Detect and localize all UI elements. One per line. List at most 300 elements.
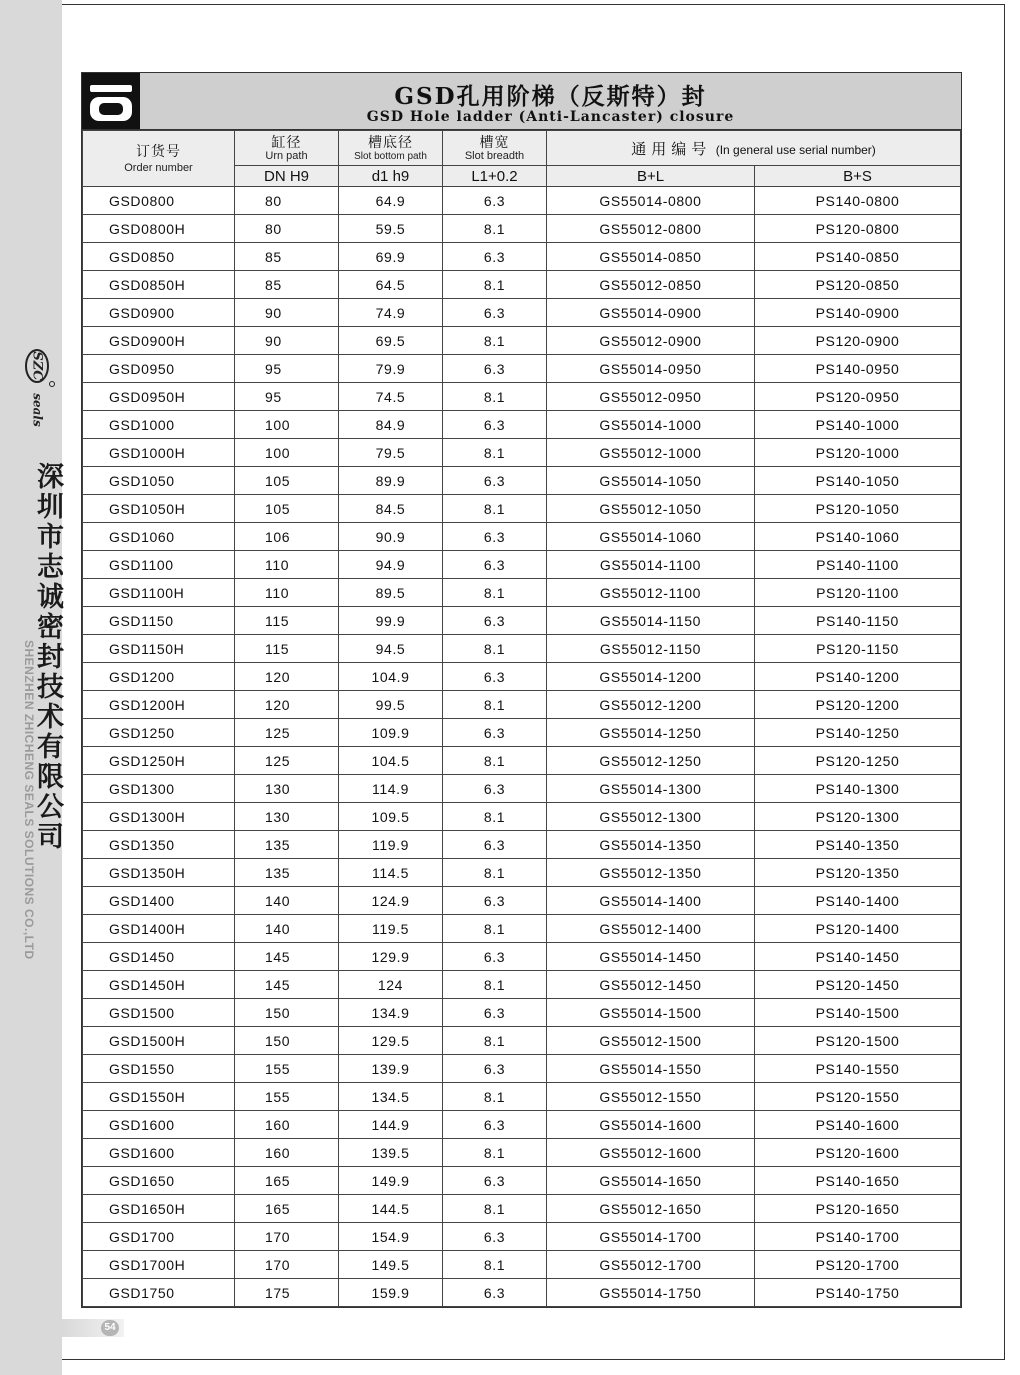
bs-code-cell: PS140-1500 <box>755 999 961 1027</box>
slot-width-cell: 6.3 <box>443 999 547 1027</box>
table-row <box>83 803 961 831</box>
bl-code-cell: GS55014-1200 <box>547 663 755 691</box>
bs-code-cell: PS140-0950 <box>755 355 961 383</box>
bs-code-cell: PS120-1250 <box>755 747 961 775</box>
table-row <box>83 775 961 803</box>
slot-width-cell: 6.3 <box>443 663 547 691</box>
slot-bottom-cell: 89.5 <box>339 579 443 607</box>
table-body <box>83 187 961 1307</box>
urn-path-cell: 100 <box>235 439 339 467</box>
header-slot-width-cn: 槽宽 <box>479 133 510 150</box>
slot-bottom-cell: 74.9 <box>339 299 443 327</box>
unit-bl: B+L <box>547 166 755 187</box>
order-number-cell: GSD0800H <box>83 215 235 243</box>
slot-width-cell: 6.3 <box>443 607 547 635</box>
slot-width-cell: 6.3 <box>443 775 547 803</box>
table-row <box>83 1055 961 1083</box>
table-row <box>83 1167 961 1195</box>
order-number-cell: GSD1250 <box>83 719 235 747</box>
bl-code-cell: GS55014-1450 <box>547 943 755 971</box>
slot-width-cell: 8.1 <box>443 215 547 243</box>
header-urn-cn: 缸径 <box>271 133 302 150</box>
bl-code-cell: GS55014-1400 <box>547 887 755 915</box>
urn-path-cell: 145 <box>235 943 339 971</box>
header-urn-en: Urn path <box>265 149 308 162</box>
bl-code-cell: GS55012-1500 <box>547 1027 755 1055</box>
order-number-cell: GSD1300 <box>83 775 235 803</box>
bs-code-cell: PS120-1200 <box>755 691 961 719</box>
bl-code-cell: GS55014-0850 <box>547 243 755 271</box>
urn-path-cell: 110 <box>235 579 339 607</box>
bl-code-cell: GS55014-0800 <box>547 187 755 215</box>
bs-code-cell: PS120-1550 <box>755 1083 961 1111</box>
table-row <box>83 1027 961 1055</box>
bl-code-cell: GS55014-0900 <box>547 299 755 327</box>
urn-path-cell: 130 <box>235 775 339 803</box>
order-number-cell: GSD1200H <box>83 691 235 719</box>
table-row <box>83 1083 961 1111</box>
bl-code-cell: GS55012-0800 <box>547 215 755 243</box>
bs-code-cell: PS120-1450 <box>755 971 961 999</box>
slot-bottom-cell: 149.9 <box>339 1167 443 1195</box>
slot-width-cell: 8.1 <box>443 803 547 831</box>
table-row <box>83 411 961 439</box>
slot-width-cell: 6.3 <box>443 1223 547 1251</box>
slot-width-cell: 6.3 <box>443 831 547 859</box>
urn-path-cell: 120 <box>235 691 339 719</box>
slot-bottom-cell: 69.9 <box>339 243 443 271</box>
bs-code-cell: PS120-0900 <box>755 327 961 355</box>
slot-width-cell: 8.1 <box>443 1195 547 1223</box>
urn-path-cell: 155 <box>235 1055 339 1083</box>
urn-path-cell: 140 <box>235 915 339 943</box>
header-slot-bottom-cn: 槽底径 <box>368 133 413 150</box>
order-number-cell: GSD1550H <box>83 1083 235 1111</box>
section-number-badge <box>82 73 140 129</box>
table-row <box>83 579 961 607</box>
slot-width-cell: 6.3 <box>443 411 547 439</box>
urn-path-cell: 80 <box>235 215 339 243</box>
company-name-cn: 深圳市志诚密封技术有限公司 <box>32 462 63 852</box>
bl-code-cell: GS55014-1300 <box>547 775 755 803</box>
slot-width-cell: 6.3 <box>443 719 547 747</box>
slot-bottom-cell: 79.9 <box>339 355 443 383</box>
table-header-row <box>83 131 961 166</box>
table-row <box>83 523 961 551</box>
bs-code-cell: PS120-1600 <box>755 1139 961 1167</box>
slot-bottom-cell: 69.5 <box>339 327 443 355</box>
urn-path-cell: 105 <box>235 495 339 523</box>
bs-code-cell: PS140-1350 <box>755 831 961 859</box>
bs-code-cell: PS120-0850 <box>755 271 961 299</box>
slot-width-cell: 6.3 <box>443 1055 547 1083</box>
table-row <box>83 327 961 355</box>
order-number-cell: GSD1650H <box>83 1195 235 1223</box>
product-table <box>82 130 961 1307</box>
table-row <box>83 1223 961 1251</box>
slot-width-cell: 6.3 <box>443 1279 547 1307</box>
title-band <box>82 73 961 130</box>
order-number-cell: GSD1700 <box>83 1223 235 1251</box>
bs-code-cell: PS120-1000 <box>755 439 961 467</box>
order-number-cell: GSD1600 <box>83 1139 235 1167</box>
slot-width-cell: 6.3 <box>443 299 547 327</box>
slot-width-cell: 8.1 <box>443 439 547 467</box>
order-number-cell: GSD1650 <box>83 1167 235 1195</box>
bs-code-cell: PS140-1060 <box>755 523 961 551</box>
bl-code-cell: GS55012-1700 <box>547 1251 755 1279</box>
bl-code-cell: GS55014-1750 <box>547 1279 755 1307</box>
slot-bottom-cell: 159.9 <box>339 1279 443 1307</box>
table-row <box>83 663 961 691</box>
urn-path-cell: 85 <box>235 243 339 271</box>
table-row <box>83 355 961 383</box>
bs-code-cell: PS140-1450 <box>755 943 961 971</box>
slot-width-cell: 6.3 <box>443 551 547 579</box>
slot-bottom-cell: 134.5 <box>339 1083 443 1111</box>
order-number-cell: GSD0850H <box>83 271 235 299</box>
header-order-number <box>83 131 235 187</box>
slot-bottom-cell: 134.9 <box>339 999 443 1027</box>
slot-width-cell: 8.1 <box>443 1139 547 1167</box>
urn-path-cell: 160 <box>235 1139 339 1167</box>
slot-bottom-cell: 114.9 <box>339 775 443 803</box>
urn-path-cell: 165 <box>235 1195 339 1223</box>
table-row <box>83 719 961 747</box>
order-number-cell: GSD1300H <box>83 803 235 831</box>
bl-code-cell: GS55014-1000 <box>547 411 755 439</box>
urn-path-cell: 95 <box>235 355 339 383</box>
unit-l1: L1+0.2 <box>443 166 547 187</box>
bs-code-cell: PS140-1650 <box>755 1167 961 1195</box>
urn-path-cell: 175 <box>235 1279 339 1307</box>
bs-code-cell: PS120-1300 <box>755 803 961 831</box>
bs-code-cell: PS120-1150 <box>755 635 961 663</box>
table-row <box>83 1111 961 1139</box>
slot-bottom-cell: 104.5 <box>339 747 443 775</box>
order-number-cell: GSD1350H <box>83 859 235 887</box>
table-row <box>83 271 961 299</box>
bs-code-cell: PS120-1700 <box>755 1251 961 1279</box>
bs-code-cell: PS120-0800 <box>755 215 961 243</box>
slot-bottom-cell: 124 <box>339 971 443 999</box>
slot-bottom-cell: 144.5 <box>339 1195 443 1223</box>
order-number-cell: GSD1000 <box>83 411 235 439</box>
table-row <box>83 467 961 495</box>
bs-code-cell: PS140-1200 <box>755 663 961 691</box>
slot-bottom-cell: 149.5 <box>339 1251 443 1279</box>
bs-code-cell: PS120-0950 <box>755 383 961 411</box>
bs-code-cell: PS140-0800 <box>755 187 961 215</box>
slot-width-cell: 6.3 <box>443 887 547 915</box>
slot-bottom-cell: 154.9 <box>339 1223 443 1251</box>
slot-bottom-cell: 109.5 <box>339 803 443 831</box>
bl-code-cell: GS55012-1450 <box>547 971 755 999</box>
bs-code-cell: PS120-1500 <box>755 1027 961 1055</box>
urn-path-cell: 150 <box>235 999 339 1027</box>
header-general-serial <box>547 131 961 166</box>
urn-path-cell: 135 <box>235 859 339 887</box>
bs-code-cell: PS140-1250 <box>755 719 961 747</box>
bs-code-cell: PS140-0850 <box>755 243 961 271</box>
urn-path-cell: 85 <box>235 271 339 299</box>
table-row <box>83 187 961 215</box>
urn-path-cell: 105 <box>235 467 339 495</box>
slot-bottom-cell: 119.5 <box>339 915 443 943</box>
slot-bottom-cell: 144.9 <box>339 1111 443 1139</box>
bs-code-cell: PS140-1300 <box>755 775 961 803</box>
slot-bottom-cell: 119.9 <box>339 831 443 859</box>
table-row <box>83 383 961 411</box>
bs-code-cell: PS120-1650 <box>755 1195 961 1223</box>
slot-width-cell: 8.1 <box>443 1083 547 1111</box>
slot-width-cell: 8.1 <box>443 579 547 607</box>
slot-width-cell: 6.3 <box>443 1167 547 1195</box>
urn-path-cell: 115 <box>235 635 339 663</box>
bl-code-cell: GS55014-0950 <box>547 355 755 383</box>
unit-dn: DN H9 <box>235 166 339 187</box>
bl-code-cell: GS55014-1150 <box>547 607 755 635</box>
urn-path-cell: 80 <box>235 187 339 215</box>
bs-code-cell: PS120-1100 <box>755 579 961 607</box>
bl-code-cell: GS55012-1350 <box>547 859 755 887</box>
order-number-cell: GSD1500 <box>83 999 235 1027</box>
order-number-cell: GSD1000H <box>83 439 235 467</box>
slot-bottom-cell: 84.9 <box>339 411 443 439</box>
slot-bottom-cell: 109.9 <box>339 719 443 747</box>
urn-path-cell: 155 <box>235 1083 339 1111</box>
order-number-cell: GSD0800 <box>83 187 235 215</box>
table-row <box>83 243 961 271</box>
urn-path-cell: 95 <box>235 383 339 411</box>
bl-code-cell: GS55012-1100 <box>547 579 755 607</box>
order-number-cell: GSD1150H <box>83 635 235 663</box>
header-slot-width-en: Slot breadth <box>464 149 525 162</box>
bs-code-cell: PS140-1600 <box>755 1111 961 1139</box>
header-slot-bottom-en: Slot bottom path <box>354 150 427 162</box>
slot-bottom-cell: 129.9 <box>339 943 443 971</box>
order-number-cell: GSD1050 <box>83 467 235 495</box>
order-number-cell: GSD1060 <box>83 523 235 551</box>
slot-width-cell: 6.3 <box>443 187 547 215</box>
slot-bottom-cell: 59.5 <box>339 215 443 243</box>
order-number-cell: GSD1250H <box>83 747 235 775</box>
urn-path-cell: 130 <box>235 803 339 831</box>
slot-bottom-cell: 99.5 <box>339 691 443 719</box>
order-number-cell: GSD0950H <box>83 383 235 411</box>
table-row <box>83 635 961 663</box>
bs-code-cell: PS140-1150 <box>755 607 961 635</box>
order-number-cell: GSD0950 <box>83 355 235 383</box>
order-number-cell: GSD1400H <box>83 915 235 943</box>
order-number-cell: GSD1500H <box>83 1027 235 1055</box>
slot-width-cell: 8.1 <box>443 915 547 943</box>
slot-width-cell: 6.3 <box>443 355 547 383</box>
header-urn-path <box>235 131 339 166</box>
urn-path-cell: 90 <box>235 299 339 327</box>
order-number-cell: GSD1050H <box>83 495 235 523</box>
table-row <box>83 999 961 1027</box>
bl-code-cell: GS55012-1600 <box>547 1139 755 1167</box>
bl-code-cell: GS55012-1400 <box>547 915 755 943</box>
table-row <box>83 439 961 467</box>
bl-code-cell: GS55014-1250 <box>547 719 755 747</box>
table-row <box>83 607 961 635</box>
urn-path-cell: 100 <box>235 411 339 439</box>
slot-width-cell: 8.1 <box>443 1027 547 1055</box>
slot-bottom-cell: 90.9 <box>339 523 443 551</box>
table-row <box>83 747 961 775</box>
bl-code-cell: GS55012-1050 <box>547 495 755 523</box>
bl-code-cell: GS55014-1050 <box>547 467 755 495</box>
header-order-en: Order number <box>124 161 193 174</box>
slot-width-cell: 8.1 <box>443 971 547 999</box>
table-row <box>83 1251 961 1279</box>
slot-width-cell: 8.1 <box>443 859 547 887</box>
bl-code-cell: GS55014-1350 <box>547 831 755 859</box>
table-row <box>83 215 961 243</box>
slot-width-cell: 6.3 <box>443 467 547 495</box>
svg-text:seals: seals <box>30 393 45 427</box>
urn-path-cell: 145 <box>235 971 339 999</box>
bl-code-cell: GS55014-1550 <box>547 1055 755 1083</box>
bl-code-cell: GS55012-1000 <box>547 439 755 467</box>
slot-width-cell: 8.1 <box>443 635 547 663</box>
bl-code-cell: GS55014-1100 <box>547 551 755 579</box>
unit-d1: d1 h9 <box>339 166 443 187</box>
order-number-cell: GSD1100H <box>83 579 235 607</box>
bs-code-cell: PS120-1350 <box>755 859 961 887</box>
order-number-cell: GSD1450H <box>83 971 235 999</box>
slot-width-cell: 8.1 <box>443 383 547 411</box>
table-row <box>83 551 961 579</box>
order-number-cell: GSD1450 <box>83 943 235 971</box>
bs-code-cell: PS140-1700 <box>755 1223 961 1251</box>
bl-code-cell: GS55012-1150 <box>547 635 755 663</box>
header-slot-bottom <box>339 131 443 166</box>
bs-code-cell: PS120-1400 <box>755 915 961 943</box>
slot-bottom-cell: 89.9 <box>339 467 443 495</box>
table-row <box>83 299 961 327</box>
urn-path-cell: 110 <box>235 551 339 579</box>
slot-bottom-cell: 74.5 <box>339 383 443 411</box>
slot-width-cell: 8.1 <box>443 271 547 299</box>
table-row <box>83 971 961 999</box>
page-title-en: GSD Hole ladder (Anti-Lancaster) closure <box>366 109 735 125</box>
bl-code-cell: GS55014-1500 <box>547 999 755 1027</box>
slot-bottom-cell: 124.9 <box>339 887 443 915</box>
bl-code-cell: GS55014-1650 <box>547 1167 755 1195</box>
header-slot-width <box>443 131 547 166</box>
bl-code-cell: GS55012-1650 <box>547 1195 755 1223</box>
slot-bottom-cell: 79.5 <box>339 439 443 467</box>
urn-path-cell: 150 <box>235 1027 339 1055</box>
svg-text:SZC: SZC <box>29 351 45 381</box>
slot-bottom-cell: 104.9 <box>339 663 443 691</box>
table-row <box>83 495 961 523</box>
table-row <box>83 859 961 887</box>
urn-path-cell: 170 <box>235 1251 339 1279</box>
order-number-cell: GSD1600 <box>83 1111 235 1139</box>
order-number-cell: GSD0850 <box>83 243 235 271</box>
unit-bs: B+S <box>755 166 961 187</box>
urn-path-cell: 120 <box>235 663 339 691</box>
table-row <box>83 915 961 943</box>
table-row <box>83 1139 961 1167</box>
order-number-cell: GSD1150 <box>83 607 235 635</box>
bl-code-cell: GS55012-0850 <box>547 271 755 299</box>
header-general-cn: 通用编号 <box>631 140 712 158</box>
bl-code-cell: GS55012-1300 <box>547 803 755 831</box>
slot-width-cell: 6.3 <box>443 523 547 551</box>
company-name-en: SHENZHEN ZHICHENG SEALS SOLUTIONS CO.,LTD <box>22 640 36 960</box>
bs-code-cell: PS140-1100 <box>755 551 961 579</box>
slot-width-cell: 8.1 <box>443 1251 547 1279</box>
urn-path-cell: 125 <box>235 747 339 775</box>
slot-bottom-cell: 99.9 <box>339 607 443 635</box>
slot-bottom-cell: 84.5 <box>339 495 443 523</box>
header-order-cn: 订货号 <box>136 142 181 159</box>
slot-width-cell: 6.3 <box>443 1111 547 1139</box>
slot-bottom-cell: 114.5 <box>339 859 443 887</box>
order-number-cell: GSD1550 <box>83 1055 235 1083</box>
table-row <box>83 887 961 915</box>
order-number-cell: GSD1350 <box>83 831 235 859</box>
slot-width-cell: 8.1 <box>443 327 547 355</box>
slot-bottom-cell: 94.5 <box>339 635 443 663</box>
slot-bottom-cell: 64.9 <box>339 187 443 215</box>
slot-bottom-cell: 129.5 <box>339 1027 443 1055</box>
bs-code-cell: PS140-1750 <box>755 1279 961 1307</box>
order-number-cell: GSD1400 <box>83 887 235 915</box>
bl-code-cell: GS55012-1200 <box>547 691 755 719</box>
bl-code-cell: GS55012-0950 <box>547 383 755 411</box>
urn-path-cell: 90 <box>235 327 339 355</box>
page-title-cn: GSD孔用阶梯（反斯特）封 <box>394 83 707 110</box>
bs-code-cell: PS120-1050 <box>755 495 961 523</box>
table-row <box>83 1195 961 1223</box>
header-general-en: (In general use serial number) <box>715 142 876 157</box>
bl-code-cell: GS55014-1060 <box>547 523 755 551</box>
table-row <box>83 943 961 971</box>
table-row <box>83 831 961 859</box>
order-number-cell: GSD1100 <box>83 551 235 579</box>
bl-code-cell: GS55012-1250 <box>547 747 755 775</box>
order-number-cell: GSD1200 <box>83 663 235 691</box>
product-table-sheet <box>81 72 962 1308</box>
urn-path-cell: 106 <box>235 523 339 551</box>
slot-bottom-cell: 94.9 <box>339 551 443 579</box>
table-row <box>83 691 961 719</box>
urn-path-cell: 160 <box>235 1111 339 1139</box>
slot-width-cell: 8.1 <box>443 495 547 523</box>
slot-width-cell: 8.1 <box>443 747 547 775</box>
urn-path-cell: 115 <box>235 607 339 635</box>
szc-seals-logo <box>17 348 59 438</box>
bs-code-cell: PS140-1000 <box>755 411 961 439</box>
order-number-cell: GSD1700H <box>83 1251 235 1279</box>
slot-bottom-cell: 64.5 <box>339 271 443 299</box>
bs-code-cell: PS140-1050 <box>755 467 961 495</box>
urn-path-cell: 165 <box>235 1167 339 1195</box>
bl-code-cell: GS55014-1700 <box>547 1223 755 1251</box>
urn-path-cell: 125 <box>235 719 339 747</box>
order-number-cell: GSD1750 <box>83 1279 235 1307</box>
order-number-cell: GSD0900 <box>83 299 235 327</box>
bs-code-cell: PS140-0900 <box>755 299 961 327</box>
slot-width-cell: 6.3 <box>443 243 547 271</box>
urn-path-cell: 135 <box>235 831 339 859</box>
